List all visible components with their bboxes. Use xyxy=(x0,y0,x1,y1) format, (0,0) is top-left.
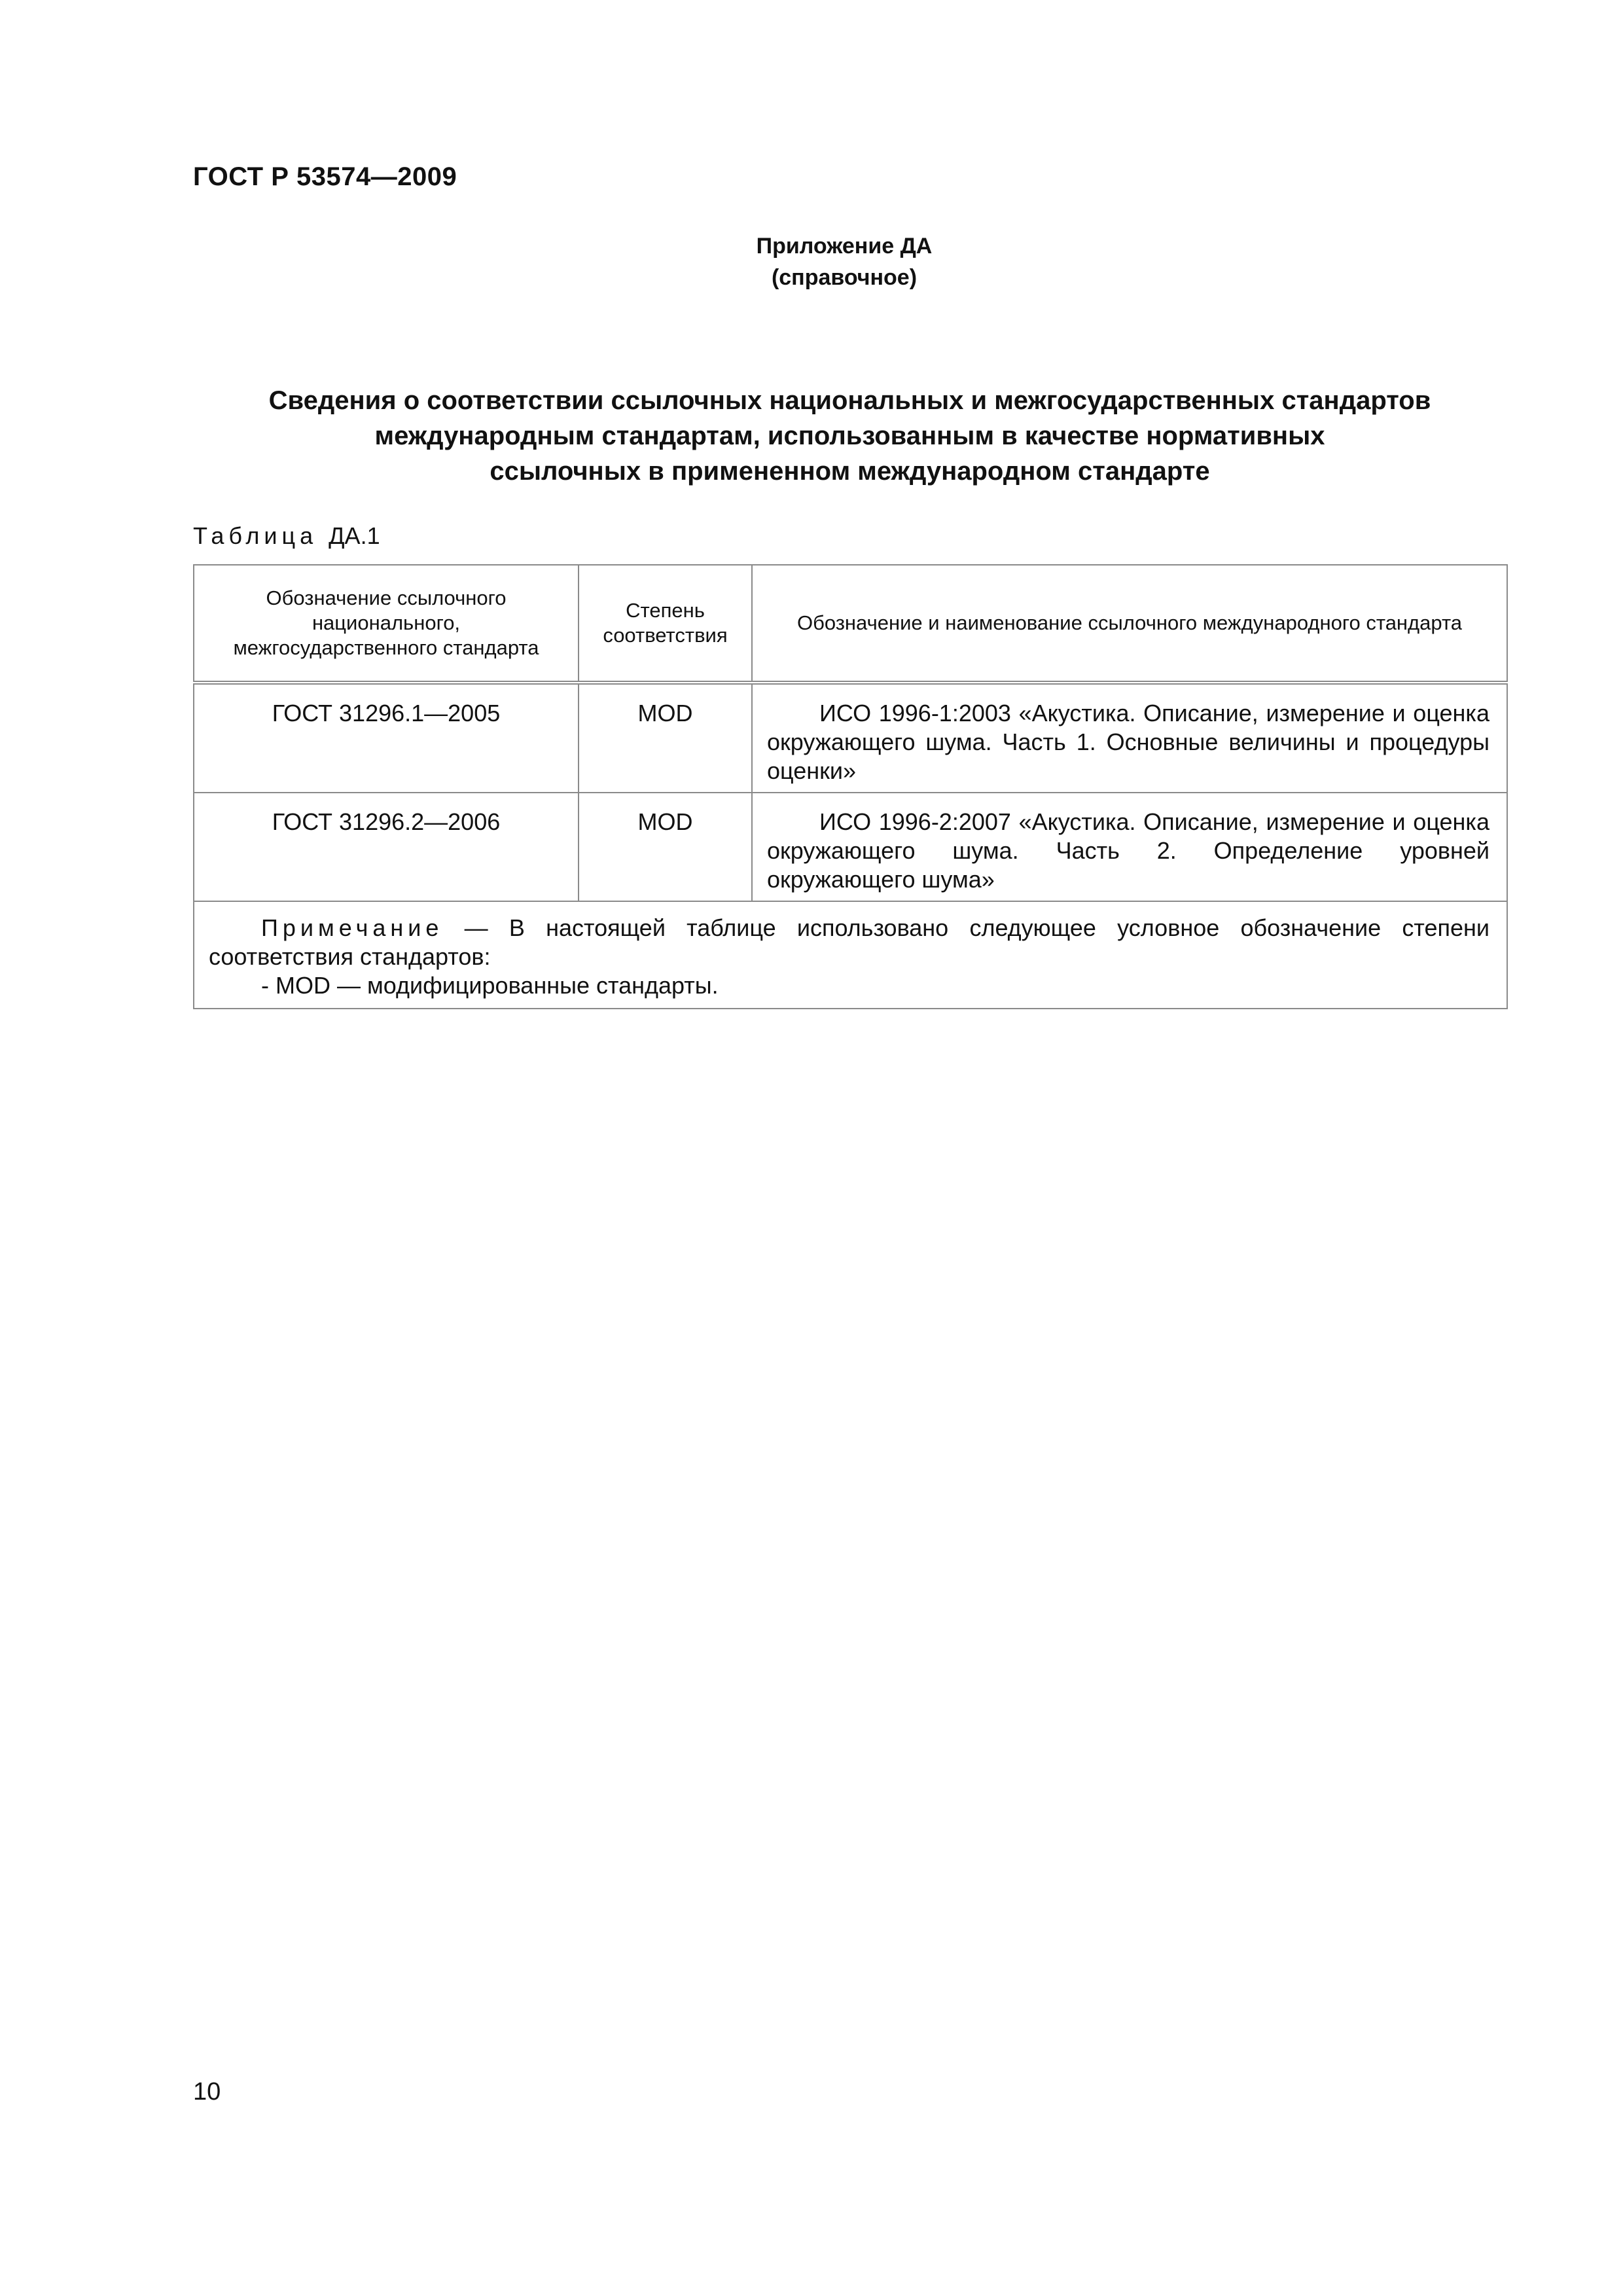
header-degree: Степень соответствия xyxy=(579,565,752,683)
section-title-line: ссылочных в примененном международном стандарте xyxy=(490,457,1210,486)
cell-degree: MOD xyxy=(579,683,752,793)
note-item: - MOD — модифицированные стандарты. xyxy=(261,972,719,999)
table-caption-number: ДА.1 xyxy=(329,522,380,549)
section-title xyxy=(193,383,1507,489)
section-title-line: Сведения о соответствии ссылочных национальных и межгосударственных стандартов xyxy=(268,386,1431,415)
table-row xyxy=(194,793,1507,901)
page-number: 10 xyxy=(193,2078,221,2106)
note-text: — В настоящей таблице использовано следующее условное обозначение степени соответствия стандартов: xyxy=(209,914,1489,970)
document-designation: ГОСТ Р 53574—2009 xyxy=(193,162,457,191)
appendix-title: Приложение ДА xyxy=(756,234,933,259)
cell-degree: MOD xyxy=(579,793,752,901)
cell-international-standard: ИСО 1996-1:2003 «Акустика. Описание, измерение и оценка окружающего шума. Часть 1. Основные величины и процедуры оценки» xyxy=(752,683,1507,793)
table-caption xyxy=(193,522,380,550)
section-title-line: международным стандартам, использованным в качестве нормативных xyxy=(374,422,1325,450)
header-national-standard: Обозначение ссылочного национального, межгосударственного стандарта xyxy=(194,565,579,683)
reference-standards-table xyxy=(193,564,1508,1009)
note-label: Примечание xyxy=(261,914,444,941)
appendix-heading xyxy=(0,230,1623,293)
header-international-standard: Обозначение и наименование ссылочного международного стандарта xyxy=(752,565,1507,683)
cell-national-standard: ГОСТ 31296.1—2005 xyxy=(194,683,579,793)
appendix-kind: (справочное) xyxy=(771,265,918,290)
table-note xyxy=(194,901,1507,1009)
table-row xyxy=(194,683,1507,793)
table-caption-label: Таблица xyxy=(193,522,318,549)
cell-national-standard: ГОСТ 31296.2—2006 xyxy=(194,793,579,901)
table-note-row xyxy=(194,901,1507,1009)
table-header-row xyxy=(194,565,1507,683)
cell-international-standard: ИСО 1996-2:2007 «Акустика. Описание, измерение и оценка окружающего шума. Часть 2. Определение уровней окружающего шума» xyxy=(752,793,1507,901)
